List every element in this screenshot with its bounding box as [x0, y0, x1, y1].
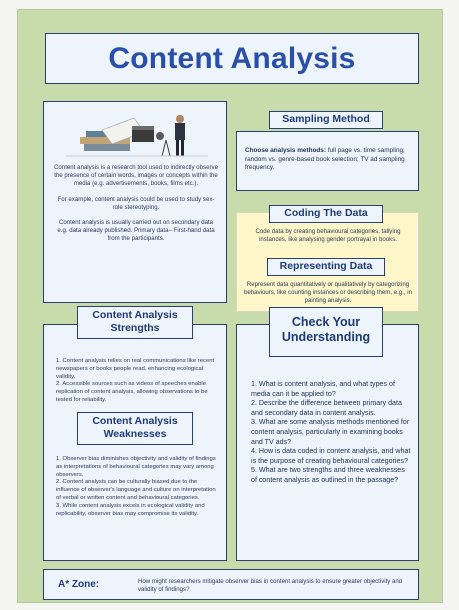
- astar-zone: [43, 569, 419, 600]
- coding-heading: Coding The Data: [269, 205, 383, 223]
- questions-list: [251, 380, 411, 486]
- list-item: 1. Content analysis relies on real communications like recent newspapers or books people read, enhancing ecological validity.: [56, 358, 215, 380]
- list-item: 1. What is content analysis, and what types of media can it be applied to?: [251, 380, 395, 398]
- weaknesses-heading: Content Analysis Weaknesses: [77, 412, 193, 445]
- intro-text: [54, 164, 218, 251]
- media-illustration-icon: [62, 110, 212, 160]
- sampling-heading: Sampling Method: [269, 111, 383, 129]
- list-item: 2. Content analysis can be culturally biased due to the influence of observer's language and culture on interpretation of verbal or written content and behavioural categories.: [56, 479, 216, 501]
- intro-paragraph: For example, content analysis could be used to study sex-role stereotyping.: [57, 195, 215, 211]
- poster: [17, 9, 443, 603]
- sampling-body: full page vs. time sampling; random vs. genre-based book selection; TV ad sampling frequency.: [245, 147, 405, 172]
- astar-label: A* Zone:: [58, 579, 100, 590]
- list-item: 4. How is data coded in content analysis, and what is the purpose of creating behavioural categories?: [251, 447, 411, 465]
- list-item: 3. What are some analysis methods mentioned for content analysis, particularly in examining books and TV ads?: [251, 418, 410, 446]
- list-item: 1. Observer bias diminishes objectivity and validity of findings as interpretations of behavioural categories may vary among observers.: [56, 456, 216, 478]
- sampling-label: Choose analysis methods:: [245, 147, 326, 154]
- page-title: Content Analysis: [108, 41, 356, 75]
- representing-text: Represent data quantitatively or qualitatively by categorizing behaviours, like counting instances or describing them, e.g., in painting analysis.: [243, 281, 412, 305]
- sampling-panel: [236, 131, 419, 191]
- list-item: 2. Accessible sources such as videos of speeches enable replication of content analysis, allowing observations to be tested for reliability.: [56, 381, 208, 403]
- coding-text: Code data by creating behavioural categories, tallying instances, like analysing gender portrayal in books.: [255, 228, 401, 244]
- intro-paragraph: Content analysis is usually carried out on secondary data e.g. data already published. Primary data– First-hand data from the participants.: [57, 219, 215, 243]
- intro-paragraph: Content analysis is a research tool used to indirectly observe the presence of certain words, images or concepts within the media (e.g. advertisements, books, films etc.).: [54, 164, 218, 188]
- check-understanding-panel: [236, 324, 419, 561]
- strengths-list: [56, 358, 218, 405]
- check-heading: Check Your Understanding: [269, 307, 383, 357]
- representing-heading: Representing Data: [267, 258, 385, 276]
- strengths-heading: Content Analysis Strengths: [77, 306, 193, 339]
- intro-panel: [43, 101, 227, 303]
- list-item: 2. Describe the difference between primary data and secondary data in content analysis.: [251, 399, 402, 417]
- astar-question: How might researchers mitigate observer bias in content analysis to ensure greater objectivity and validity of findings?: [138, 578, 403, 594]
- list-item: 3. While content analysis excels in ecological validity and replicability, observer bias may compromise its validity.: [56, 502, 205, 517]
- title-box: [45, 33, 419, 84]
- weaknesses-list: [56, 456, 220, 518]
- list-item: 5. What are two strengths and three weaknesses of content analysis as outlined in the passage?: [251, 466, 405, 484]
- sampling-text: [245, 147, 413, 173]
